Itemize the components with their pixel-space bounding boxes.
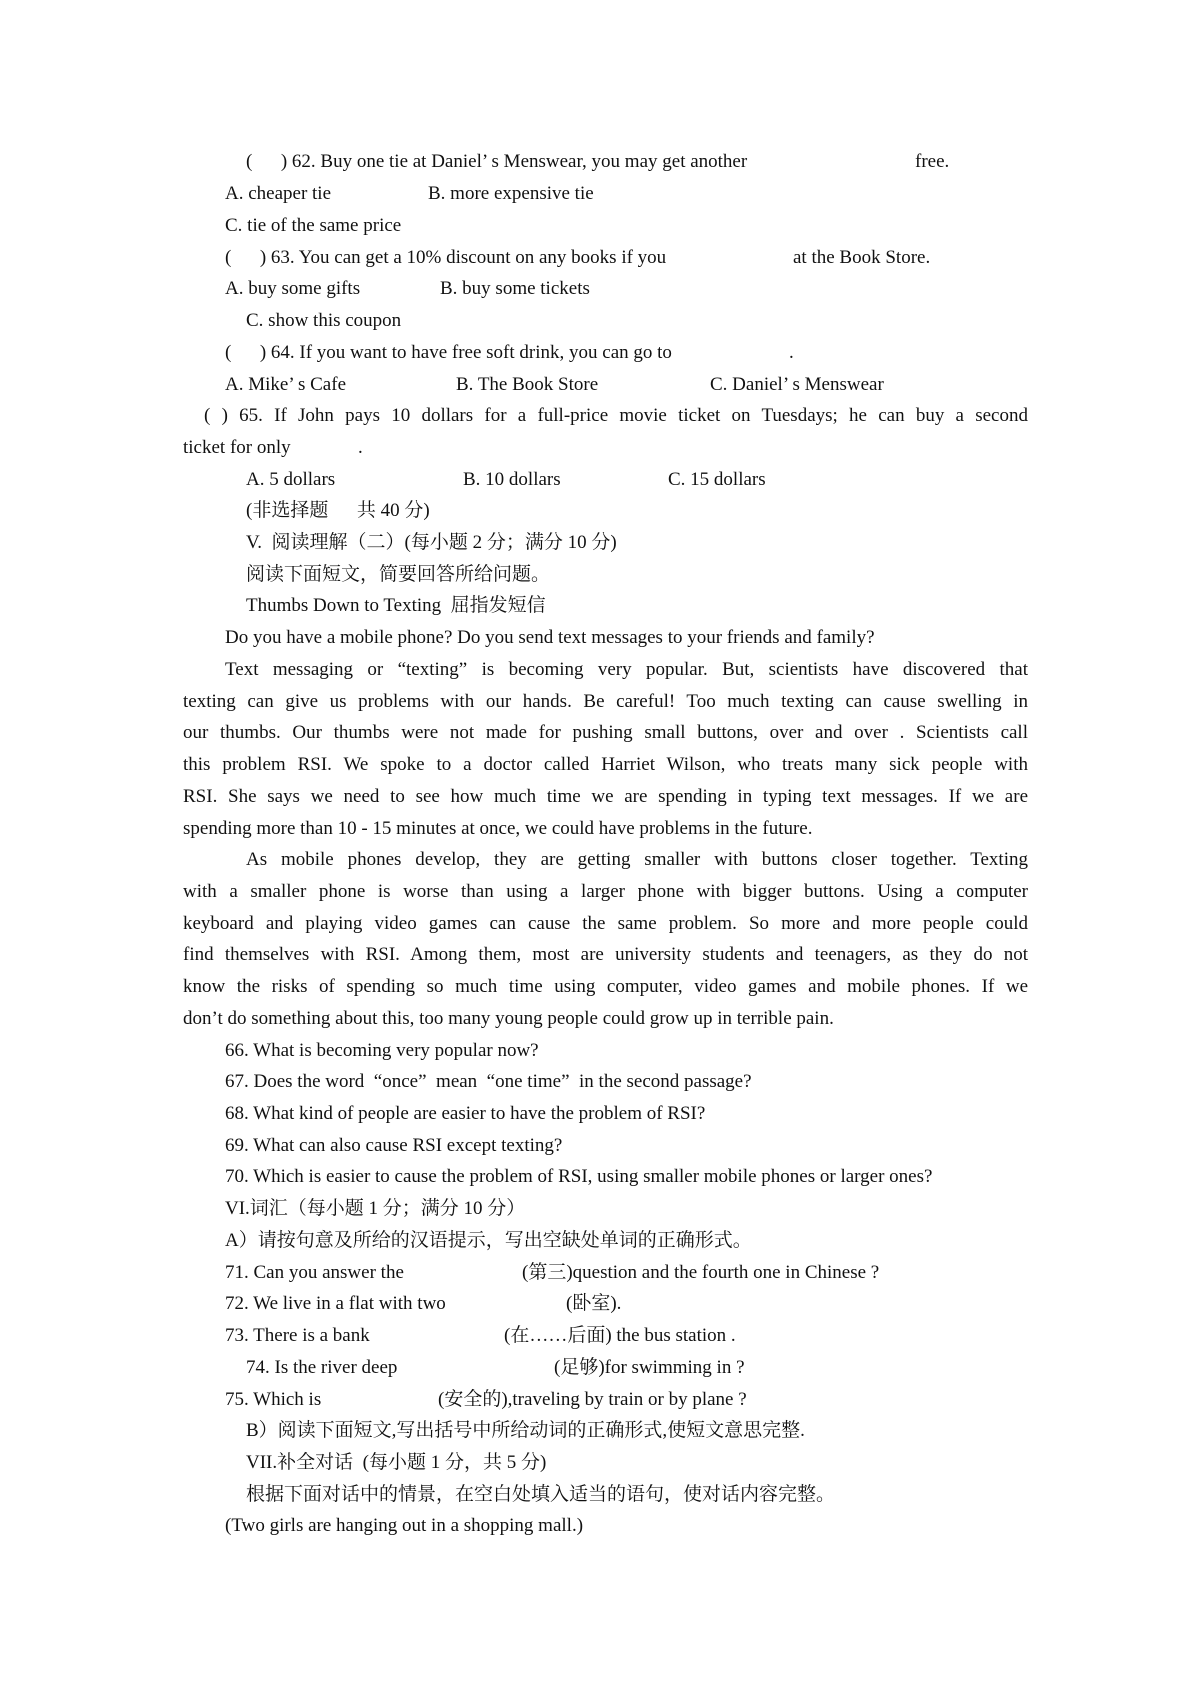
question-70: 70. Which is easier to cause the problem of RSI, using smaller mobile phones or larger ones? bbox=[225, 1166, 933, 1187]
passage-para3-line4: find themselves with RSI. Among them, most are university students and teenagers, as they do not bbox=[183, 944, 1028, 965]
section6-part-a: A）请按句意及所给的汉语提示，写出空缺处单词的正确形式。 bbox=[225, 1230, 752, 1251]
question-69: 69. What can also cause RSI except texting? bbox=[225, 1135, 563, 1156]
passage-para2-line4: this problem RSI. We spoke to a doctor called Harriet Wilson, who treats many sick people with bbox=[183, 754, 1028, 775]
q63-option-a: A. buy some gifts bbox=[225, 278, 361, 299]
section7-scene: (Two girls are hanging out in a shopping mall.) bbox=[225, 1515, 584, 1536]
vocab-71-hint: (第三)question and the fourth one in Chinese ? bbox=[522, 1262, 880, 1283]
vocab-74-stem: 74. Is the river deep bbox=[246, 1357, 398, 1378]
section6-part-b: B）阅读下面短文,写出括号中所给动词的正确形式,使短文意思完整. bbox=[246, 1420, 805, 1441]
section7-title: VII.补全对话 (每小题 1 分，共 5 分) bbox=[246, 1452, 547, 1473]
q62-option-b: B. more expensive tie bbox=[428, 183, 594, 204]
vocab-73-hint: (在……后面) the bus station . bbox=[504, 1325, 736, 1346]
section7-instruction: 根据下面对话中的情景，在空白处填入适当的语句，使对话内容完整。 bbox=[246, 1484, 836, 1505]
question-68: 68. What kind of people are easier to have the problem of RSI? bbox=[225, 1103, 706, 1124]
vocab-72-stem: 72. We live in a flat with two bbox=[225, 1293, 446, 1314]
vocab-75-hint: (安全的),traveling by train or by plane ? bbox=[438, 1389, 747, 1410]
passage-para1: Do you have a mobile phone? Do you send text messages to your friends and family? bbox=[225, 627, 875, 648]
vocab-75-stem: 75. Which is bbox=[225, 1389, 322, 1410]
q63-option-c: C. show this coupon bbox=[246, 310, 402, 331]
passage-para3-line1: As mobile phones develop, they are getting smaller with buttons closer together. Texting bbox=[246, 849, 1028, 870]
vocab-74-hint: (足够)for swimming in ? bbox=[554, 1357, 745, 1378]
q65-option-b: B. 10 dollars bbox=[463, 469, 561, 490]
passage-para3-line3: keyboard and playing video games can cause the same problem. So more and more people could bbox=[183, 913, 1028, 934]
q65-option-c: C. 15 dollars bbox=[668, 469, 766, 490]
q63-stem: ( ) 63. You can get a 10% discount on any books if you bbox=[225, 247, 667, 268]
q65-option-a: A. 5 dollars bbox=[246, 469, 336, 490]
q65-line2-stem: ticket for only bbox=[183, 437, 291, 458]
passage-para3-last: don’t do something about this, too many young people could grow up in terrible pain. bbox=[183, 1008, 834, 1029]
q64-option-b: B. The Book Store bbox=[456, 374, 599, 395]
q65-line2-end: . bbox=[358, 437, 363, 458]
q62-blank-after: free. bbox=[915, 151, 950, 172]
q62-stem: ( ) 62. Buy one tie at Daniel’ s Menswear, you may get another bbox=[246, 151, 748, 172]
vocab-71-stem: 71. Can you answer the bbox=[225, 1262, 404, 1283]
passage-title: Thumbs Down to Texting 屈指发短信 bbox=[246, 595, 546, 616]
section5-instruction: 阅读下面短文，简要回答所给问题。 bbox=[246, 564, 551, 585]
section5-title: V. 阅读理解（二）(每小题 2 分；满分 10 分) bbox=[246, 532, 617, 553]
q65-line1: ( ) 65. If John pays 10 dollars for a full-price movie ticket on Tuesdays; he can buy a second bbox=[204, 405, 1028, 426]
passage-para2-last: spending more than 10 - 15 minutes at once, we could have problems in the future. bbox=[183, 818, 813, 839]
q64-option-c: C. Daniel’ s Menswear bbox=[710, 374, 884, 395]
question-66: 66. What is becoming very popular now? bbox=[225, 1040, 539, 1061]
q63-blank-after: at the Book Store. bbox=[793, 247, 931, 268]
q64-blank-after: . bbox=[789, 342, 794, 363]
section6-title: VI.词汇（每小题 1 分；满分 10 分） bbox=[225, 1198, 526, 1219]
q62-option-c: C. tie of the same price bbox=[225, 215, 402, 236]
passage-para2-line5: RSI. She says we need to see how much time we are spending in typing text messages. If we are bbox=[183, 786, 1028, 807]
passage-para2-line2: texting can give us problems with our hands. Be careful! Too much texting can cause swelling in bbox=[183, 691, 1028, 712]
question-67: 67. Does the word “once” mean “one time” in the second passage? bbox=[225, 1071, 752, 1092]
passage-para3-line5: know the risks of spending so much time using computer, video games and mobile phones. If we bbox=[183, 976, 1028, 997]
vocab-72-hint: (卧室). bbox=[566, 1293, 622, 1314]
passage-para2-line3: our thumbs. Our thumbs were not made for pushing small buttons, over and over . Scientists call bbox=[183, 722, 1028, 743]
nonchoice-header: (非选择题 共 40 分) bbox=[246, 500, 430, 521]
q63-option-b: B. buy some tickets bbox=[440, 278, 590, 299]
q62-option-a: A. cheaper tie bbox=[225, 183, 332, 204]
passage-para3-line2: with a smaller phone is worse than using a larger phone with bigger buttons. Using a computer bbox=[183, 881, 1028, 902]
passage-para2-line1: Text messaging or “texting” is becoming very popular. But, scientists have discovered that bbox=[225, 659, 1028, 680]
q64-stem: ( ) 64. If you want to have free soft drink, you can go to bbox=[225, 342, 672, 363]
vocab-73-stem: 73. There is a bank bbox=[225, 1325, 370, 1346]
q64-option-a: A. Mike’ s Cafe bbox=[225, 374, 347, 395]
